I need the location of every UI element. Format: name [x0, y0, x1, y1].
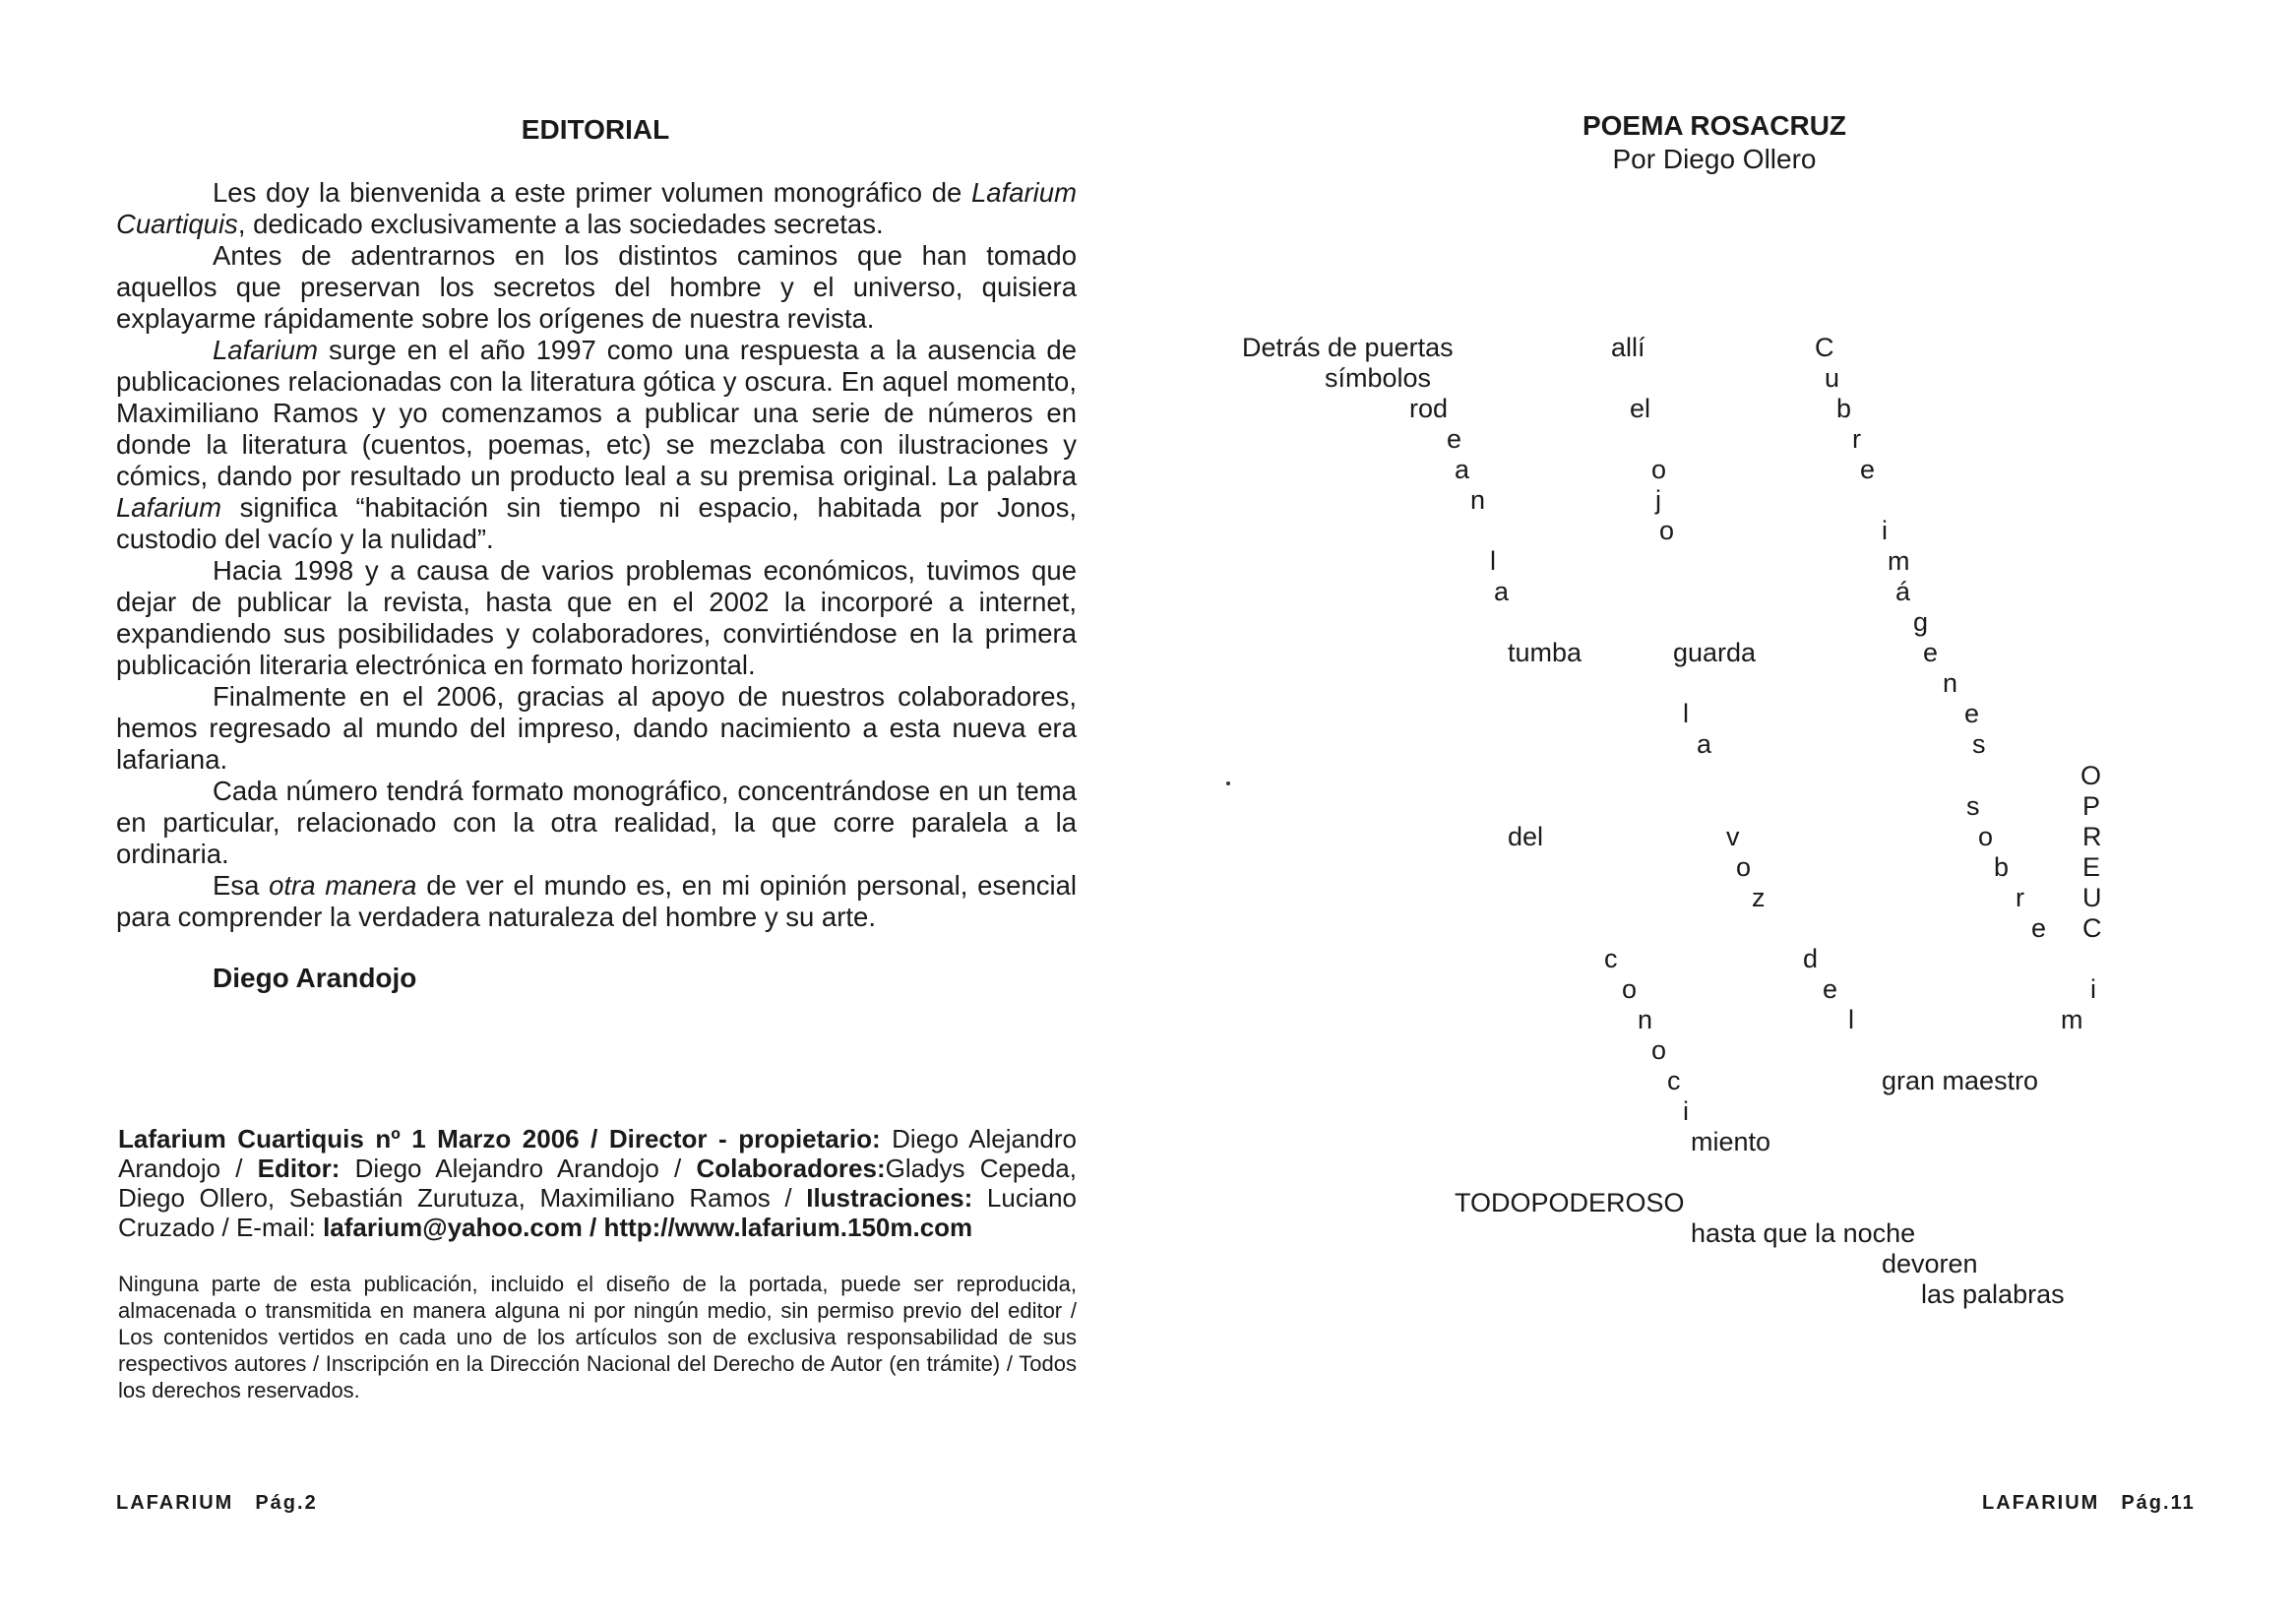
credits-text: Luciano Cruzado / E-mail:	[118, 1183, 1077, 1242]
editorial-paragraph: Finalmente en el 2006, gracias al apoyo de nuestros colaboradores, hemos regresado al mundo del impreso, dando nacimiento a esta nueva era lafariana.	[116, 681, 1077, 775]
page-number: Pág.2	[255, 1492, 318, 1514]
poem-letter: U	[2082, 883, 2102, 912]
editorial-paragraph	[116, 335, 1077, 555]
poem-letter: e	[1860, 455, 1876, 484]
text-run: Les doy la bienvenida a este primer volumen monográfico de	[213, 177, 971, 208]
poem-letter: c	[1667, 1066, 1681, 1095]
poem-letter: e	[1447, 424, 1462, 454]
footer-brand: LAFARIUM	[1982, 1492, 2100, 1514]
poem-letter: i	[1683, 1096, 1689, 1126]
editorial-title: EDITORIAL	[521, 114, 670, 145]
editorial-signature: Diego Arandojo	[213, 963, 417, 993]
website-link[interactable]: http://www.lafarium.150m.com	[603, 1213, 973, 1242]
poem-word: gran maestro	[1882, 1066, 2039, 1095]
editorial-paragraph: Cada número tendrá formato monográfico, concentrándose en un tema en particular, relacionado con la otra realidad, la que corre paralela a la ordinaria.	[116, 776, 1077, 869]
right-footer	[1982, 1492, 2196, 1515]
publication-name: Lafarium Cuartiquis	[116, 177, 1077, 239]
poem-author: Por Diego Ollero	[1612, 144, 1817, 174]
text-run: Esa	[213, 870, 270, 901]
text-run: , dedicado exclusivamente a las sociedades secretas.	[237, 209, 884, 239]
legal-notice: Ninguna parte de esta publicación, incluido el diseño de la portada, puede ser reproducida, almacenada o transmitida en manera alguna ni por ningún medio, sin permiso previo del editor / Los contenidos vertidos en cada uno de los artículos son de exclusiva responsabilidad de sus respectivos autores / Inscripción en la Dirección Nacional del Derecho de Autor (en trámite) / Todos los derechos reservados.	[118, 1272, 1077, 1403]
poem-word: símbolos	[1325, 363, 1432, 393]
credits-text: Gladys Cepeda, Diego Ollero, Sebastián Zurutuza, Maximiliano Ramos /	[118, 1153, 1077, 1213]
editorial-body	[116, 177, 1077, 933]
credits-text: Diego Alejandro Arandojo /	[118, 1124, 1077, 1183]
poem-letter: g	[1913, 607, 1929, 637]
credits-label: Ilustraciones:	[806, 1183, 973, 1213]
poem-letter: r	[1852, 424, 1861, 454]
poem-letter: o	[1659, 516, 1675, 545]
poem-word: las palabras	[1921, 1279, 2065, 1309]
poem-letter: o	[1651, 455, 1667, 484]
poem-letter: á	[1895, 577, 1911, 606]
editorial-paragraph: Antes de adentrarnos en los distintos caminos que han tomado aquellos que preservan los secretos del hombre y el universo, quisiera explayarme rápidamente sobre los orígenes de nuestra revista.	[116, 240, 1077, 334]
poem-letter: b	[1836, 394, 1852, 423]
poem-letter: b	[1994, 852, 2010, 882]
poem-letter: e	[1964, 699, 1980, 728]
poem-word: miento	[1691, 1127, 1771, 1156]
poem-letter: s	[1972, 729, 1986, 759]
poem-letter: C	[2082, 913, 2102, 943]
poem-letter: l	[1490, 546, 1496, 576]
text-run: surge en el año 1997 como una respuesta a la ausencia de publicaciones relacionadas con la literatura gótica y oscura. En aquel momento, Maximiliano Ramos y yo comenzamos a publicar una serie de números en donde la literatura (cuentos, poemas, etc) se mezclaba con ilustraciones y cómics, dando por resultado un producto leal a su premisa original. La palabra	[116, 335, 1077, 491]
publication-name: Lafarium	[116, 492, 221, 523]
poem-letter: l	[1683, 699, 1689, 728]
footer-brand: LAFARIUM	[116, 1492, 234, 1514]
poem-word: guarda	[1673, 638, 1757, 667]
poem-letter: P	[2082, 791, 2101, 821]
poem-letter: o	[1622, 974, 1638, 1004]
poem-letter: R	[2082, 822, 2102, 851]
poem-word: allí	[1611, 333, 1645, 362]
poem-word: del	[1508, 822, 1544, 851]
poem-letter: d	[1803, 944, 1819, 973]
publication-name: Lafarium	[213, 335, 318, 365]
left-footer	[116, 1492, 318, 1515]
poem-letter: e	[2031, 913, 2047, 943]
poem-word: el	[1630, 394, 1651, 423]
credits-block	[118, 1124, 1077, 1242]
credits-text: Diego Alejandro Arandojo /	[340, 1153, 697, 1183]
poem-word: TODOPODEROSO	[1455, 1188, 1685, 1217]
poem-word: rod	[1409, 394, 1449, 423]
poem-letter: O	[2080, 761, 2102, 790]
editorial-paragraph	[116, 870, 1077, 933]
poem-letter: n	[1470, 485, 1486, 515]
poem-letter: u	[1825, 363, 1840, 393]
text-run: de ver el mundo es, en mi opinión personal, esencial para comprender la verdadera naturaleza del hombre y su arte.	[116, 870, 1078, 932]
poem-letter: s	[1966, 791, 1980, 821]
poem-letter: i	[2090, 974, 2096, 1004]
poem-letter: v	[1726, 822, 1740, 851]
poem-letter: o	[1651, 1035, 1667, 1065]
poem-letter: l	[1848, 1005, 1854, 1034]
poem-letter: o	[1978, 822, 1994, 851]
poem-letter: e	[1923, 638, 1939, 667]
poem-letter: n	[1943, 668, 1958, 698]
poem-letter: m	[1888, 546, 1910, 576]
poem-letter: a	[1455, 455, 1470, 484]
page-number: Pág.11	[2121, 1492, 2196, 1514]
credits-label: Lafarium Cuartiquis nº 1 Marzo 2006 / Director - propietario:	[118, 1124, 881, 1153]
poem-word: tumba	[1508, 638, 1582, 667]
separator: /	[582, 1213, 604, 1242]
poem-word: Detrás de puertas	[1242, 333, 1454, 362]
credits-label: Editor:	[257, 1153, 341, 1183]
emphasis: otra manera	[269, 870, 417, 901]
credits-label: Colaboradores:	[696, 1153, 886, 1183]
poem-letter: m	[2061, 1005, 2083, 1034]
poem-letter: E	[2082, 852, 2101, 882]
poem-letter: c	[1604, 944, 1618, 973]
editorial-paragraph	[116, 177, 1077, 240]
text-run: significa “habitación sin tiempo ni espacio, habitada por Jonos, custodio del vacío y la nulidad”.	[116, 492, 1077, 554]
poem-letter: z	[1752, 883, 1766, 912]
poem-title: POEMA ROSACRUZ	[1582, 110, 1847, 141]
poem-letter: j	[1655, 485, 1661, 515]
right-page	[1148, 0, 2296, 1621]
email-link[interactable]: lafarium@yahoo.com	[323, 1213, 583, 1242]
poem-word: devoren	[1882, 1249, 1978, 1278]
poem-letter: a	[1494, 577, 1510, 606]
poem-letter: e	[1823, 974, 1838, 1004]
editorial-paragraph: Hacia 1998 y a causa de varios problemas económicos, tuvimos que dejar de publicar la revista, hasta que en el 2002 la incorporé a internet, expandiendo sus posibilidades y colaboradores, convirtiéndose en la primera publicación literaria electrónica en formato horizontal.	[116, 555, 1077, 680]
poem-letter: n	[1638, 1005, 1653, 1034]
poem-letter: a	[1697, 729, 1712, 759]
poem-letter: o	[1736, 852, 1752, 882]
poem-word: hasta que la noche	[1691, 1218, 1916, 1248]
poem-letter: C	[1815, 333, 1834, 362]
stray-mark	[1226, 781, 1230, 785]
poem-letter: r	[2016, 883, 2024, 912]
poem-letter: i	[1882, 516, 1888, 545]
